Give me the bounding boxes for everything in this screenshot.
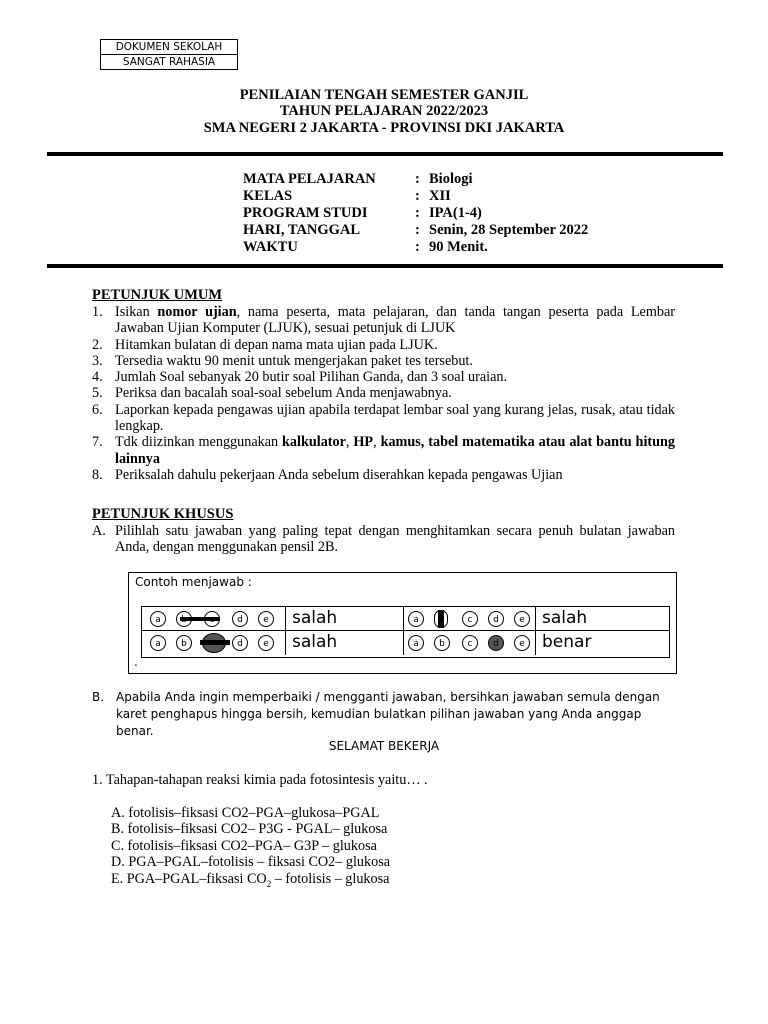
exam-title: PENILAIAN TENGAH SEMESTER GANJIL	[239, 87, 529, 103]
option-bubble: e	[514, 635, 530, 651]
stamp-line-2: SANGAT RAHASIA	[101, 54, 237, 69]
info-label: PROGRAM STUDI	[243, 205, 368, 221]
info-value: Biologi	[429, 171, 473, 187]
bubble-group	[404, 631, 536, 655]
option-bubble: b	[176, 635, 192, 651]
option-bubble: a	[408, 635, 424, 651]
answer-option: A. fotolisis–fiksasi CO2–PGA–glukosa–PGAL	[111, 805, 380, 821]
exam-info	[243, 171, 588, 256]
answer-option: D. PGA–PGAL–fotolisis – fiksasi CO2– glukosa	[111, 854, 391, 871]
closing-text: SELAMAT BEKERJA	[328, 739, 440, 753]
option-bubble: c	[462, 635, 478, 651]
filled-option-bubble: d	[488, 635, 504, 651]
info-row: WAKTU : 90 Menit.	[243, 239, 488, 255]
option-bubble: e	[258, 635, 274, 651]
list-item: 4. Jumlah Soal sebanyak 20 butir soal Pilihan Ganda, dan 3 soal uraian.	[92, 369, 508, 386]
info-value: Senin, 28 September 2022	[429, 222, 589, 238]
answer-option: B. fotolisis–fiksasi CO2– P3G - PGAL– glukosa	[111, 821, 388, 838]
bubble-group	[142, 607, 286, 631]
list-item: 5. Periksa dan bacalah soal-soal sebelum Anda menjawabnya.	[92, 385, 452, 402]
option-bubble: d	[232, 611, 248, 627]
info-label: WAKTU	[243, 239, 298, 255]
list-item: A. Pilihlah satu jawaban yang paling tepat dengan menghitamkan secara penuh bulatan jawaban Anda, dengan menggunakan pensil 2B.	[92, 523, 675, 556]
specific-instructions-list	[92, 523, 675, 556]
list-item: 2. Hitamkan bulatan di depan nama mata ujian pada LJUK.	[92, 336, 438, 353]
question-text: 1. Tahapan-tahapan reaksi kimia pada fotosintesis yaitu… .	[92, 772, 428, 788]
result-cell	[536, 631, 669, 655]
info-row: KELAS : XII	[243, 188, 451, 204]
info-row: MATA PELAJARAN : Biologi	[243, 171, 473, 187]
list-item: 8. Periksalah dahulu pekerjaan Anda sebelum diserahkan kepada pengawas Ujian	[92, 466, 563, 483]
option-bubble: b	[434, 635, 450, 651]
answer-example-box	[128, 572, 677, 674]
result-cell	[286, 607, 404, 631]
example-label: Contoh menjawab :	[135, 575, 252, 589]
stamp-line-1: DOKUMEN SEKOLAH	[115, 41, 223, 53]
option-bubble: d	[232, 635, 248, 651]
list-item: 6. Laporkan kepada pengawas ujian apabila terdapat lembar soal yang kurang jelas, rusak, atau tidak lengkap.	[92, 401, 675, 435]
answer-option: E. PGA–PGAL–fiksasi $CO_2$ – fotolisis – glukosa	[111, 870, 390, 889]
option-bubble: a	[150, 635, 166, 651]
answer-option: C. fotolisis–fiksasi CO2–PGA– G3P – glukosa	[111, 837, 377, 854]
option-bubble: d	[488, 611, 504, 627]
option-bubble: e	[514, 611, 530, 627]
option-bubble: e	[258, 611, 274, 627]
note-b-number: B.	[92, 690, 105, 704]
example-grid	[141, 606, 670, 658]
answer-options	[111, 805, 390, 892]
info-label: MATA PELAJARAN	[243, 171, 376, 187]
general-instructions-list	[92, 304, 675, 483]
list-item: 7. Tdk diizinkan menggunakan kalkulator, HP, kamus, tabel matematika atau alat bantu hitung lainnya	[92, 434, 675, 467]
strike-mark	[200, 640, 230, 645]
result-cell	[286, 631, 404, 655]
note-b-text: Apabila Anda ingin memperbaiki / mengganti jawaban, bersihkan jawaban semula dengan karet penghapus hingga bersih, kemudian bulatkan pilihan jawaban yang Anda anggap benar.	[116, 690, 660, 738]
list-item: 1. Isikan nomor ujian, nama peserta, mata pelajaran, dan tanda tangan peserta pada Lembar Jawaban Ujian Komputer (LJUK), sesuai petunjuk di LJUK	[92, 304, 675, 337]
divider-top	[47, 152, 723, 156]
result-cell	[536, 607, 669, 631]
result-word: salah	[292, 632, 338, 652]
info-row: HARI, TANGGAL : Senin, 28 September 2022	[243, 222, 589, 238]
info-label: KELAS	[243, 188, 293, 204]
specific-instructions-title: PETUNJUK KHUSUS	[92, 506, 234, 522]
divider-bottom	[47, 264, 723, 268]
info-value: XII	[429, 188, 451, 204]
note-b	[92, 689, 678, 740]
info-value: IPA(1-4)	[429, 205, 482, 221]
example-dot: .	[134, 655, 138, 669]
info-value: 90 Menit.	[429, 239, 488, 255]
option-bubble: a	[408, 611, 424, 627]
school-name: SMA NEGERI 2 JAKARTA - PROVINSI DKI JAKARTA	[203, 120, 565, 136]
general-instructions-title: PETUNJUK UMUM	[92, 287, 223, 303]
result-word: benar	[542, 632, 592, 652]
academic-year: TAHUN PELAJARAN 2022/2023	[279, 103, 489, 119]
info-row: PROGRAM STUDI : IPA(1-4)	[243, 205, 482, 221]
document-stamp	[100, 39, 238, 70]
result-word: salah	[292, 608, 338, 628]
list-item: 3. Tersedia waktu 90 menit untuk mengerjakan paket tes tersebut.	[92, 352, 473, 369]
option-bubble: c	[462, 611, 478, 627]
info-label: HARI, TANGGAL	[243, 222, 361, 238]
bubble-group	[404, 607, 536, 631]
strike-mark	[180, 617, 220, 621]
result-word: salah	[542, 608, 588, 628]
option-bubble: a	[150, 611, 166, 627]
bubble-group	[142, 631, 286, 655]
partial-fill-mark	[438, 610, 444, 628]
